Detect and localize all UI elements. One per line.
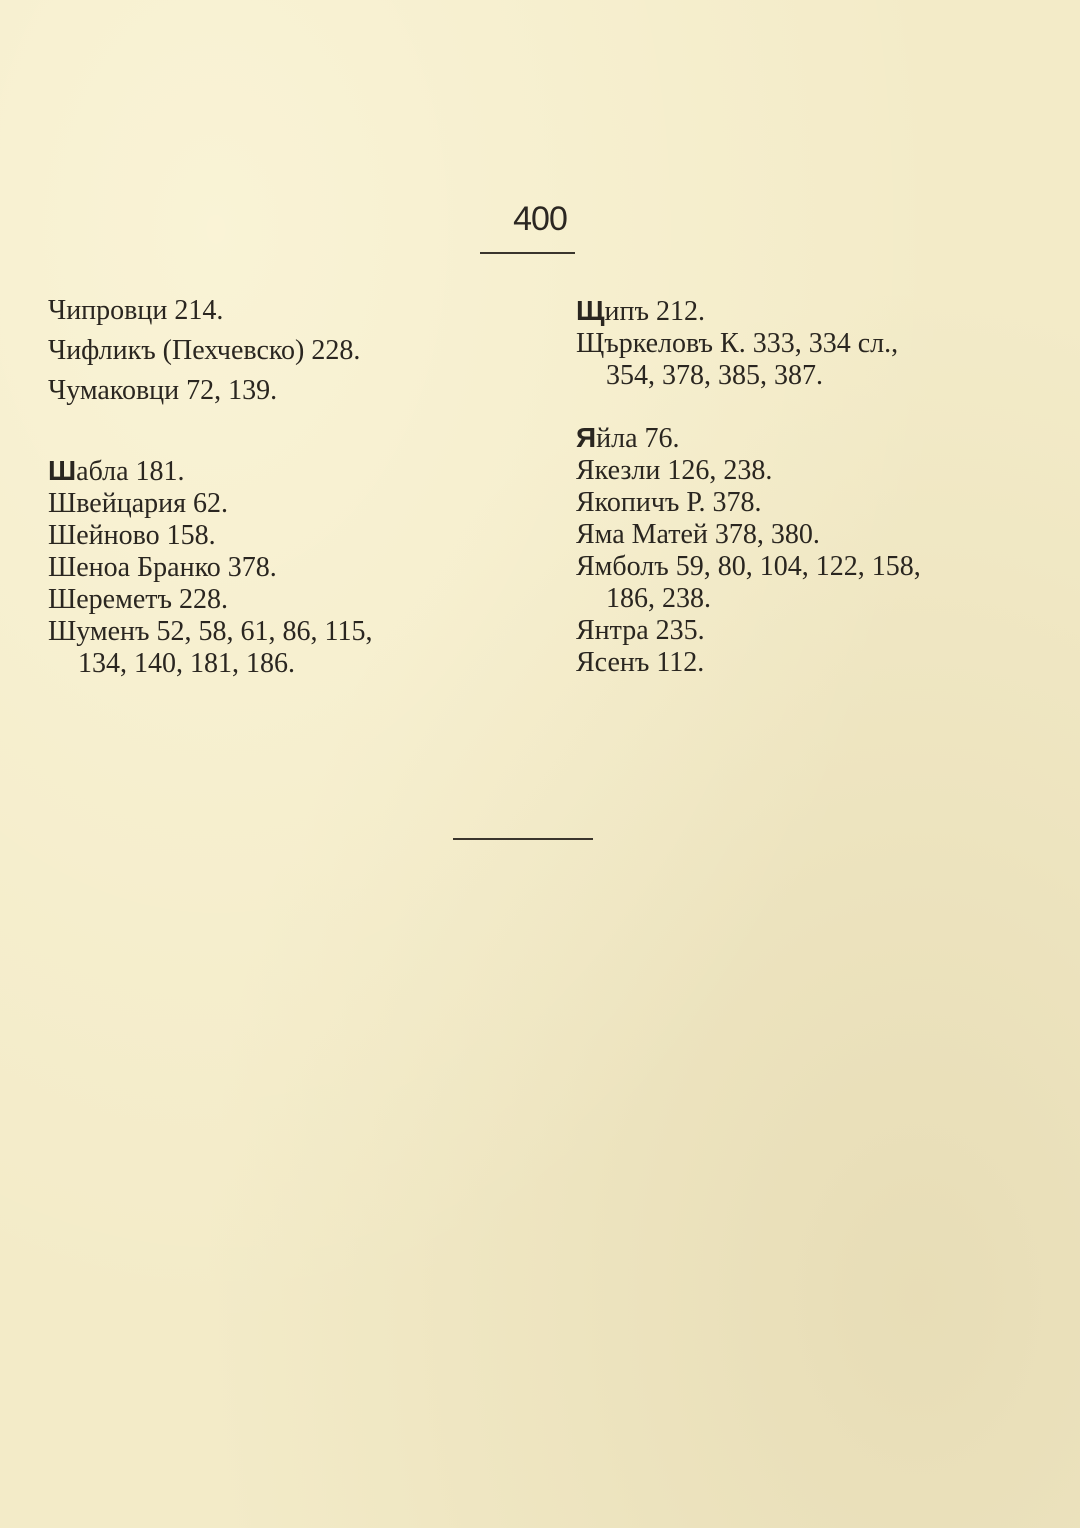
page-number-rule <box>480 252 575 254</box>
end-rule <box>453 838 593 840</box>
index-entry: Шейново 158. <box>48 520 216 551</box>
index-entry: Ясенъ 112. <box>576 647 705 678</box>
index-entry-text: абла 181. <box>76 456 185 487</box>
index-entry <box>576 295 1016 328</box>
section-initial: Ш <box>48 455 77 486</box>
index-entry-text: Ямболъ 59, 80, 104, 122, 158, <box>576 551 921 582</box>
section-gap <box>48 415 498 455</box>
index-entry-continuation: 354, 378, 385, 387. <box>606 360 823 391</box>
index-entry: Чифликъ (Пехчевско) 228. <box>48 335 361 366</box>
section-initial: Щ <box>576 295 605 326</box>
index-entry <box>48 616 498 680</box>
index-entry: Якезли 126, 238. <box>576 455 773 486</box>
index-entry: Чипровци 214. <box>48 295 224 326</box>
index-entry-text: Шуменъ 52, 58, 61, 86, 115, <box>48 616 373 647</box>
index-entry <box>576 422 1016 455</box>
section-gap <box>576 392 1016 422</box>
index-entry: Яма Матей 378, 380. <box>576 519 820 550</box>
index-entry: Чумаковци 72, 139. <box>48 375 278 406</box>
page-number: 400 <box>513 200 567 238</box>
index-entry <box>576 551 1016 615</box>
index-entry-text: йла 76. <box>596 423 680 454</box>
index-column-left <box>48 295 498 680</box>
index-entry: Шереметъ 228. <box>48 584 228 615</box>
index-column-right <box>576 295 1016 679</box>
section-initial: Я <box>576 422 597 453</box>
index-entry-continuation: 186, 238. <box>606 583 711 614</box>
index-entry-text: ипъ 212. <box>604 296 705 327</box>
index-entry-continuation: 134, 140, 181, 186. <box>78 648 295 679</box>
index-entry: Якопичъ Р. 378. <box>576 487 762 518</box>
index-entry <box>576 328 1016 392</box>
index-entry: Швейцария 62. <box>48 488 228 519</box>
index-entry <box>48 455 498 488</box>
index-entry: Янтра 235. <box>576 615 705 646</box>
index-entry-text: Щъркеловъ К. 333, 334 сл., <box>576 328 899 359</box>
index-entry: Шеноа Бранко 378. <box>48 552 277 583</box>
